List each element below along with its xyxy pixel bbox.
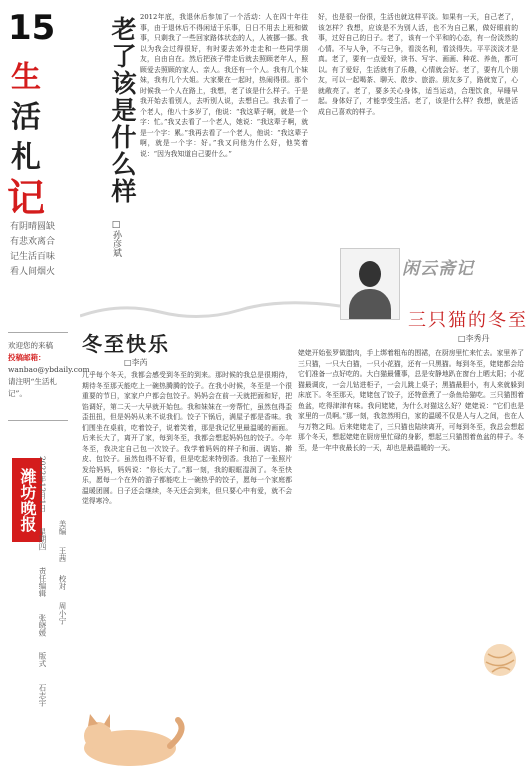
article1-body-col1: 2012年底，我退休后参加了一个活动：人在四十年往事，由于退休后不得闲适于乐事，日日不用去上班和做事，只剩我了一些回家路体状态的人，人被挪一挪。我以为我会过得很好，有时要去郊外走走和一些同学朋友，自由自在。然后把孩子带走后就去照顾老年人，照顾爱去照顾的家人、亲人。我还有一个人。我有几个妹妹，我有几个大姐。大家聚在一起时，热闹得很。那个时候我一个人在路上，我想，老了该是什么样子。于是我开始去看别人，去听别人说，去想自己。我去看了一个老人，他八十多岁了，他说：“我这辈子啊，就是一个字：忙。”我又去看了一个老人，她说：“我这辈子啊，就是一个字：累。”我再去看了一个老人，他说：“我这辈子啊，就是一个字：好。”我又问他为什么好，他笑着说：“因为我知道自己要什么。”	[140, 13, 308, 158]
art-name: 王茜	[58, 547, 67, 563]
cat-illustration-icon	[70, 690, 190, 770]
layout-name: 石志宇	[38, 683, 47, 707]
proof-name: 周小宁	[58, 602, 67, 625]
editor-label: 责任编辑	[38, 567, 47, 598]
contribute-intro: 欢迎您的来稿	[8, 341, 53, 350]
section-char-2: 活	[11, 100, 41, 135]
slogan-line: 有阴晴圆缺	[10, 222, 56, 232]
email-label: 投稿邮箱：	[8, 353, 46, 362]
editor-name: 张晓媛	[38, 613, 47, 637]
section-char-1: 生	[11, 60, 41, 95]
column-name: 闲云斋记	[402, 259, 474, 279]
article1-body-col2: 好，也是很一份很，生活也就这样平淡。如果有一天，自己老了，该怎样？我想，应该是不为别人活，也不为自己累，做好眼前的事，过好自己的日子。老了，该有一个平和的心态，有一份淡然的心情。不与人争，不与己争，看淡名利，看淡得失。平平淡淡才是真。老了，要有一点爱好，读书、写字、画画、种花、养鱼，都可以。有了爱好，生活就有了乐趣，心情就会好。老了，要有几个朋友，可以一起喝茶、聊天、散步、旅游。朋友多了，路就宽了，心就敞亮了。老了，要多关心身体，适当运动，合理饮食，早睡早起。身体好了，才能享受生活。老了，该是什么样？我想，就是活成自己喜欢的样子。	[318, 13, 518, 116]
proof-label: 校对	[58, 574, 67, 590]
issue-weekday: 星期四	[38, 528, 47, 551]
article3-title: 三只猫的冬至	[408, 310, 528, 331]
slogan-line: 看人间烟火	[10, 267, 56, 277]
article1-title: 老了该是什么样	[108, 16, 137, 205]
art-label: 美编	[58, 520, 67, 535]
email-note: 请注明“生活札记”。	[8, 377, 57, 398]
section-char-3: 札	[11, 140, 41, 175]
decorative-wave	[80, 300, 340, 322]
contribute-box	[8, 340, 90, 400]
article2-body: 几乎每个冬天，我都会感受到冬至的到来。那时候的我总是很期待，期待冬至那天能吃上一碗热腾腾的饺子。在我小时候，冬至是一个很重要的节日，家家户户都会包饺子。妈妈会在前一天就把面和好，把馅调好，第二天一大早就开始包。我和妹妹在一旁帮忙，虽然包得歪歪扭扭，但是妈妈从来不说我们。饺子下锅后，满屋子都是香味。我们围坐在桌前，吃着饺子，说着笑着，那是我记忆里最温暖的画面。后来长大了，离开了家，每到冬至，我都会想起妈妈包的饺子。今年冬至，我决定自己包一次饺子。我学着妈妈的样子和面、调馅、擀皮、包饺子。虽然包得不好看，但是吃起来特别香。我拍了一张照片发给妈妈，妈妈说：“你长大了。”那一刻，我的眼眶湿润了。冬至快乐，愿每一个在外的游子都能吃上一碗热乎的饺子，愿每一个家庭都温暖团圆。日子还会继续，冬天还会到来，但只要心中有爱，就不会觉得寒冷。	[82, 371, 292, 505]
issue-date: 2022年12月1日	[38, 456, 47, 512]
author-portrait	[340, 248, 400, 320]
slogan-line: 有悲欢离合	[10, 237, 56, 247]
article1-author: □孙彦斌	[111, 220, 121, 257]
credits	[56, 520, 68, 760]
email-address[interactable]: wanbao@ybdaily.com	[8, 365, 90, 374]
section-slogan	[10, 220, 70, 280]
divider	[8, 332, 68, 333]
slogan-line: 记生活百味	[10, 252, 56, 262]
section-char-4: 记	[6, 175, 45, 220]
section-title	[6, 58, 46, 218]
page-number: 15	[8, 8, 56, 48]
yarn-ball-icon	[480, 640, 520, 680]
layout-label: 版式	[38, 652, 47, 668]
portrait-body	[349, 289, 391, 319]
portrait-head	[359, 261, 381, 287]
article3-body: 姥姥开始张罗做腊肉，手上绑着粗布的围裙，在厨房里忙来忙去。家里养了三只猫，一只大白猫，一只小花猫，还有一只黑猫。每到冬至，姥姥都会给它们准备一点好吃的。大白猫最懂事，总是安静地趴在窗台上晒太阳；小花猫最调皮，一会儿钻进柜子，一会儿跳上桌子；黑猫最胆小，有人来就躲到床底下。冬至那天，姥姥包了饺子，还特意煮了一条鱼给猫吃。三只猫围着鱼盆，吃得津津有味。我问姥姥，为什么对猫这么好？姥姥说：“它们也是家里的一员啊。”那一刻，我忽然明白，家的温暖不仅是人与人之间，也在人与万物之间。后来姥姥走了，三只猫也陆续离开，可每到冬至，我总会想起那个冬天，想起姥姥在厨房里忙碌的身影，想起三只猫围着鱼盆的样子。冬至，是一年中夜最长的一天，却也是最温暖的一天。	[298, 349, 524, 452]
newspaper-logo: 潍坊晚报	[12, 458, 42, 542]
article2-title: 冬至快乐	[82, 332, 170, 356]
divider	[8, 420, 68, 421]
article3-author: □李秀丹	[458, 334, 490, 343]
article2-author: □李芮	[124, 358, 148, 367]
issue-meta	[36, 456, 48, 756]
